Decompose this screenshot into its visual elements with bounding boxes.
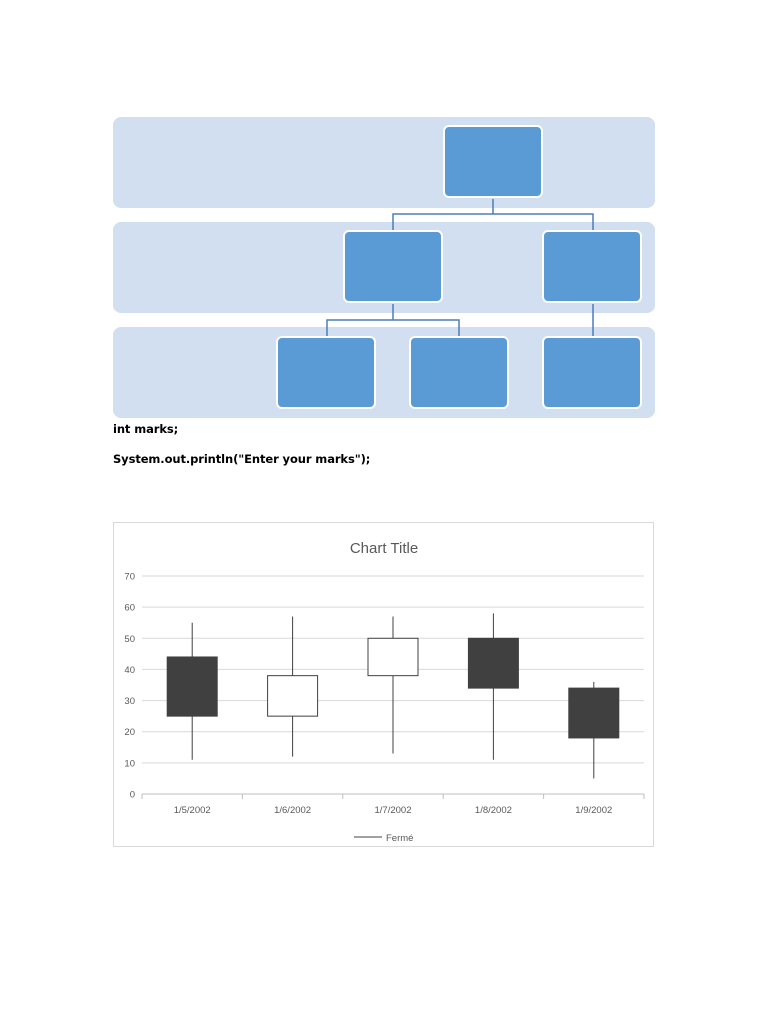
chart-x-axis bbox=[142, 794, 644, 816]
y-tick-label: 0 bbox=[129, 789, 135, 801]
candle-body bbox=[368, 638, 418, 675]
org-node-child-left[interactable] bbox=[343, 230, 443, 303]
connector-left-children bbox=[327, 304, 459, 336]
y-tick-label: 60 bbox=[124, 602, 135, 614]
y-tick-label: 50 bbox=[124, 633, 135, 645]
y-tick-label: 30 bbox=[124, 696, 135, 708]
y-tick-label: 20 bbox=[124, 727, 135, 739]
org-connectors bbox=[0, 0, 768, 430]
org-node-grandchild-3[interactable] bbox=[542, 336, 642, 409]
y-tick-label: 40 bbox=[124, 664, 135, 676]
code-line-println: System.out.println("Enter your marks"); bbox=[113, 452, 371, 466]
candlestick-chart bbox=[114, 523, 655, 848]
candle-3 bbox=[368, 616, 418, 753]
candle-4 bbox=[468, 613, 518, 759]
x-tick-label: 1/6/2002 bbox=[274, 805, 312, 816]
x-tick-label: 1/8/2002 bbox=[474, 805, 512, 816]
candle-1 bbox=[167, 623, 217, 760]
chart-container bbox=[113, 522, 654, 847]
x-tick-label: 1/7/2002 bbox=[374, 805, 412, 816]
chart-legend bbox=[354, 833, 413, 844]
org-node-child-right[interactable] bbox=[542, 230, 642, 303]
candle-body bbox=[167, 657, 217, 716]
org-node-root[interactable] bbox=[443, 125, 543, 198]
org-node-grandchild-2[interactable] bbox=[409, 336, 509, 409]
chart-y-axis bbox=[124, 572, 135, 801]
y-tick-label: 70 bbox=[124, 571, 135, 583]
candle-body bbox=[569, 688, 619, 738]
x-tick-label: 1/9/2002 bbox=[575, 805, 613, 816]
x-tick-label: 1/5/2002 bbox=[173, 805, 211, 816]
candle-body bbox=[468, 638, 518, 688]
code-line-declaration: int marks; bbox=[113, 422, 179, 436]
org-node-grandchild-1[interactable] bbox=[276, 336, 376, 409]
connector-root-children bbox=[393, 199, 593, 230]
y-tick-label: 10 bbox=[124, 758, 135, 770]
legend-label: Fermé bbox=[386, 833, 414, 844]
candle-body bbox=[268, 676, 318, 716]
candle-2 bbox=[268, 616, 318, 756]
chart-title: Chart Title bbox=[349, 540, 419, 557]
candle-5 bbox=[569, 682, 619, 779]
